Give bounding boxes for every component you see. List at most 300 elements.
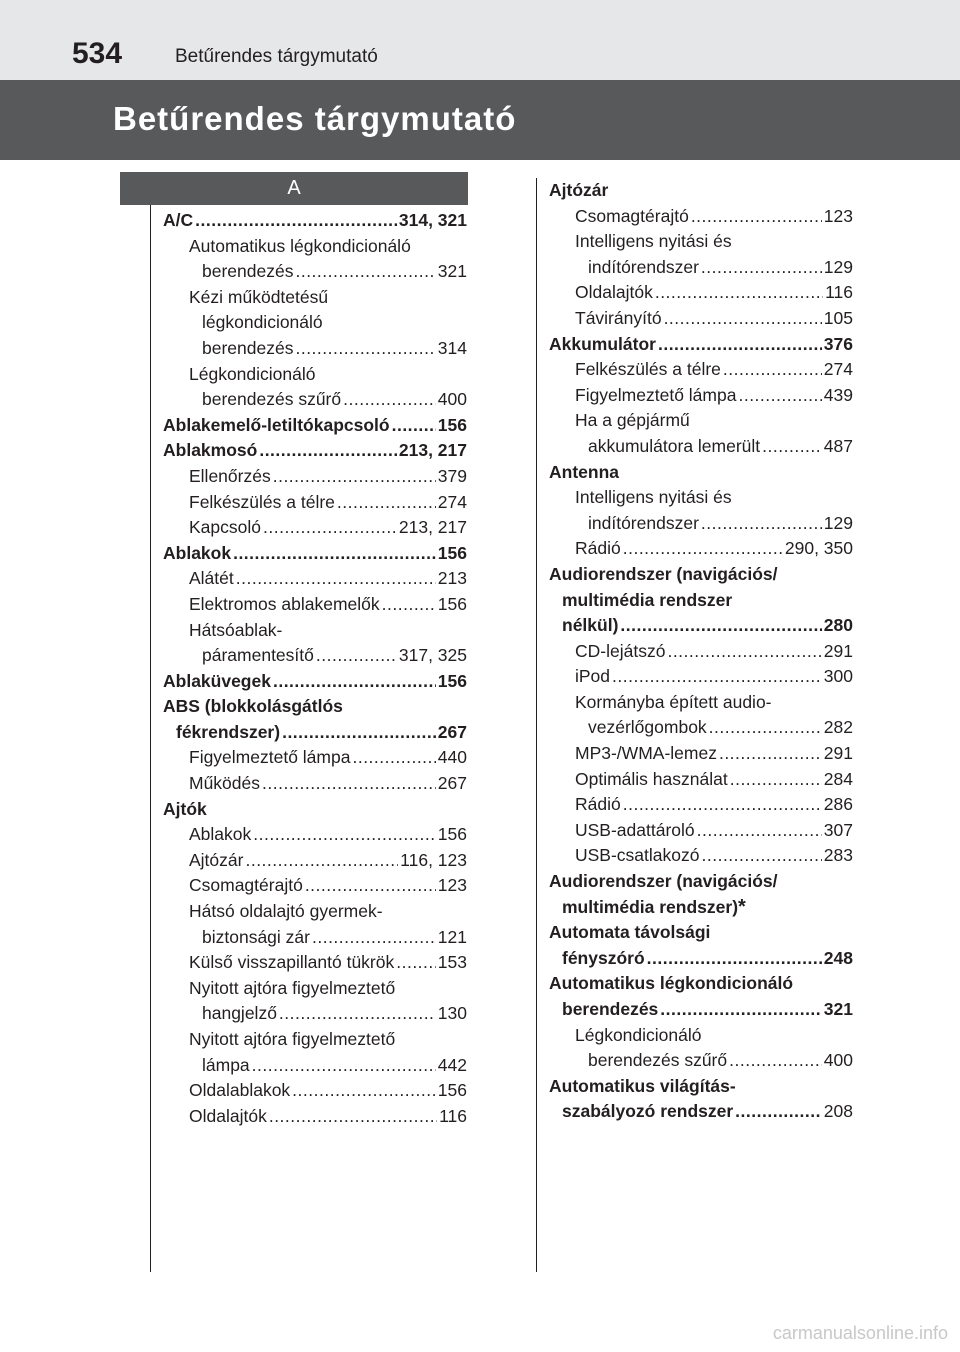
index-term: Légkondicionáló — [189, 363, 316, 384]
dot-leader — [252, 1053, 436, 1079]
index-term: Oldalajtók — [189, 1105, 267, 1126]
index-entry — [163, 490, 467, 516]
page-reference: 156 — [437, 670, 467, 691]
dot-leader — [396, 950, 436, 976]
index-term: Ablaküvegek — [163, 670, 271, 691]
index-term: akkumulátora lemerült — [588, 435, 761, 456]
page-reference: 400 — [823, 1050, 853, 1071]
dot-leader — [282, 720, 436, 746]
index-term: Csomagtérajtó — [575, 205, 689, 226]
dot-leader — [719, 741, 822, 767]
index-term: Intelligens nyitási és — [575, 231, 732, 252]
page-reference: 307 — [823, 819, 853, 840]
index-entry — [549, 485, 853, 536]
index-entry — [163, 208, 467, 234]
index-term: iPod — [575, 666, 611, 687]
dot-leader — [658, 332, 822, 358]
index-entry-line — [549, 178, 853, 204]
index-term: berendezés — [562, 999, 659, 1019]
index-entry-line — [575, 690, 853, 716]
index-term: Akkumulátor — [549, 333, 656, 354]
dot-leader — [343, 387, 436, 413]
index-term: Optimális használat — [575, 768, 728, 789]
index-entry — [549, 869, 853, 920]
column-divider-right — [536, 178, 537, 1272]
index-entry — [549, 357, 853, 383]
dot-leader — [738, 383, 821, 409]
index-term: CD-lejátszó — [575, 640, 666, 661]
index-entry-line — [163, 541, 467, 567]
page-reference: 284 — [823, 768, 853, 789]
page-reference: 156 — [437, 414, 467, 435]
index-entry-line — [575, 664, 853, 690]
page-reference: 129 — [823, 256, 853, 277]
index-term: Elektromos ablakemelők — [189, 593, 380, 614]
index-entry-line — [189, 515, 467, 541]
index-entry — [163, 515, 467, 541]
index-term: Nyitott ajtóra figyelmeztető — [189, 977, 396, 998]
dot-leader — [647, 946, 822, 972]
dot-leader — [262, 771, 436, 797]
page-reference: 440 — [437, 747, 467, 768]
index-entry-line — [575, 715, 853, 741]
dot-leader — [263, 515, 397, 541]
index-entry — [163, 438, 467, 464]
dot-leader — [655, 280, 823, 306]
page-reference: 291 — [823, 743, 853, 764]
index-term: légkondicionáló — [202, 312, 323, 333]
page-reference: 153 — [437, 952, 467, 973]
index-entry — [163, 694, 467, 745]
index-entry-line — [575, 383, 853, 409]
index-term: indítórendszer — [588, 512, 699, 533]
index-entry — [549, 306, 853, 332]
top-header-bar — [0, 0, 960, 80]
dot-leader — [735, 1099, 822, 1125]
index-entry — [549, 741, 853, 767]
index-entry — [163, 873, 467, 899]
index-term: Oldalajtók — [575, 282, 653, 303]
index-entry-line — [189, 1027, 467, 1053]
dot-leader — [195, 208, 397, 234]
page-reference: 116 — [439, 1105, 467, 1126]
index-term: Külső visszapillantó tükrök — [189, 952, 395, 973]
dot-leader — [305, 873, 436, 899]
index-entry — [163, 976, 467, 1027]
page-reference: 400 — [437, 389, 467, 410]
page-reference: 156 — [437, 1080, 467, 1101]
index-entry-line — [575, 408, 853, 434]
index-entry-line — [549, 920, 853, 946]
page-reference: 116, 123 — [400, 849, 467, 870]
index-term: Csomagtérajtó — [189, 875, 303, 896]
index-entry-line — [189, 566, 467, 592]
index-column-right — [549, 178, 853, 1125]
index-entry-line — [189, 925, 467, 951]
index-entry-line — [189, 285, 467, 311]
index-entry-line — [549, 869, 853, 895]
index-entry-line — [189, 1053, 467, 1079]
index-entry — [549, 971, 853, 1022]
page-reference: 248 — [823, 947, 853, 968]
page-reference: 123 — [437, 875, 467, 896]
index-term: hangjelző — [202, 1003, 277, 1024]
dot-leader — [312, 925, 436, 951]
index-entry-line — [189, 336, 467, 362]
dot-leader — [702, 843, 822, 869]
index-entry — [549, 178, 853, 204]
page-number: 534 — [72, 37, 123, 70]
index-entry-line — [163, 413, 467, 439]
page-reference: 290, 350 — [784, 538, 853, 559]
dot-leader — [623, 536, 783, 562]
page-reference: 280 — [823, 615, 853, 636]
index-entry — [549, 408, 853, 459]
index-term: Ellenőrzés — [189, 465, 271, 486]
index-entry-line — [189, 1078, 467, 1104]
index-entry-line — [163, 720, 467, 746]
page-reference: 321 — [823, 999, 853, 1019]
index-entry — [163, 285, 467, 362]
page-reference: 317, 325 — [398, 645, 467, 666]
index-term: Ablakmosó — [163, 440, 258, 461]
index-entry-line — [575, 434, 853, 460]
index-entry-line — [189, 310, 467, 336]
index-entry-line — [575, 1023, 853, 1049]
index-entry-line — [189, 745, 467, 771]
index-entry — [163, 464, 467, 490]
index-entry — [549, 229, 853, 280]
page-reference: 300 — [823, 666, 853, 687]
index-entry-line — [549, 332, 853, 358]
index-entry — [163, 745, 467, 771]
index-entry-line — [549, 946, 853, 972]
index-term: Alátét — [189, 568, 234, 589]
index-term: Távirányító — [575, 307, 662, 328]
index-term: Kapcsoló — [189, 517, 261, 538]
index-entry — [549, 536, 853, 562]
index-entry-line — [163, 694, 467, 720]
page-reference: 208 — [823, 1101, 853, 1122]
index-entry — [163, 1027, 467, 1078]
dot-leader — [623, 792, 822, 818]
page-reference: 156 — [437, 824, 467, 845]
page-reference: 442 — [437, 1054, 467, 1075]
page-reference: 274 — [823, 359, 853, 380]
index-entry-line — [549, 971, 853, 997]
index-entry-line — [189, 618, 467, 644]
dot-leader — [273, 669, 436, 695]
index-entry — [549, 920, 853, 971]
dot-leader — [269, 1104, 437, 1130]
dot-leader — [259, 438, 397, 464]
index-entry-line — [189, 490, 467, 516]
index-term: Audiorendszer (navigációs/ — [549, 563, 778, 584]
index-term: Rádió — [575, 794, 621, 815]
page-reference: 321 — [437, 261, 467, 282]
page-reference: 156 — [437, 593, 467, 614]
index-term: lámpa — [202, 1054, 250, 1075]
page-reference: 314 — [437, 337, 467, 358]
index-entry-line — [575, 306, 853, 332]
index-term: ABS (blokkolásgátlós — [163, 696, 343, 717]
index-entry — [549, 818, 853, 844]
page-title: Betűrendes tárgymutató — [113, 100, 517, 137]
dot-leader — [691, 204, 822, 230]
dot-leader — [316, 643, 397, 669]
index-entry-line — [189, 899, 467, 925]
index-entry-line — [575, 357, 853, 383]
dot-leader — [295, 259, 435, 285]
index-entry — [163, 362, 467, 413]
dot-leader — [730, 767, 822, 793]
page-reference: 105 — [823, 307, 853, 328]
index-entry — [549, 562, 853, 639]
column-divider-left — [150, 205, 151, 1272]
index-term: Hátsó oldalajtó gyermek- — [189, 901, 383, 922]
index-term: Ablakok — [163, 542, 232, 563]
page-reference: 116 — [825, 282, 853, 303]
index-term: multimédia rendszer — [562, 589, 733, 610]
dot-leader — [620, 613, 821, 639]
index-entry-line — [189, 976, 467, 1002]
index-term: Antenna — [549, 461, 619, 482]
page-reference: 282 — [823, 717, 853, 738]
index-entry — [163, 669, 467, 695]
index-entry-line — [575, 843, 853, 869]
index-term: Figyelmeztető lámpa — [575, 384, 737, 405]
index-entry — [549, 690, 853, 741]
index-entry-line — [549, 460, 853, 486]
index-term: Ajtózár — [549, 180, 609, 200]
dot-leader — [292, 1078, 436, 1104]
dot-leader — [295, 336, 435, 362]
index-entry — [549, 1023, 853, 1074]
page-reference: 379 — [437, 465, 467, 486]
dot-leader — [660, 997, 822, 1023]
index-entry — [549, 843, 853, 869]
index-entry-line — [163, 669, 467, 695]
page-reference: 121 — [437, 926, 467, 947]
index-term: Légkondicionáló — [575, 1024, 702, 1045]
index-term: indítórendszer — [588, 256, 699, 277]
index-entry-line — [575, 767, 853, 793]
dot-leader — [236, 566, 436, 592]
index-entry-line — [189, 464, 467, 490]
index-entry — [163, 541, 467, 567]
index-entry-line — [549, 997, 853, 1023]
index-entry-line — [189, 771, 467, 797]
index-entry-line — [575, 229, 853, 255]
index-term: Felkészülés a télre — [575, 359, 721, 380]
page-reference: 487 — [823, 435, 853, 456]
index-entry-line — [189, 592, 467, 618]
footnote-asterisk: * — [738, 895, 746, 918]
index-term: Ha a gépjármű — [575, 410, 690, 431]
index-entry-line — [575, 1048, 853, 1074]
index-term: Ajtók — [163, 798, 207, 819]
index-term: Kormányba épített audio- — [575, 691, 772, 712]
index-entry-line — [549, 588, 853, 614]
dot-leader — [253, 822, 436, 848]
index-term: Automatikus légkondicionáló — [549, 973, 794, 994]
index-term: berendezés — [202, 337, 294, 358]
page-reference: 123 — [823, 205, 853, 226]
dot-leader — [762, 434, 822, 460]
index-term: USB-csatlakozó — [575, 845, 700, 866]
dot-leader — [697, 818, 822, 844]
running-header-title: Betűrendes tárgymutató — [175, 46, 378, 67]
page-reference: 376 — [823, 333, 853, 354]
dot-leader — [245, 848, 398, 874]
index-term: Intelligens nyitási és — [575, 487, 732, 508]
page-reference: 213, 217 — [398, 517, 467, 538]
index-term: Ablakemelő-letiltókapcsoló — [163, 414, 390, 435]
dot-leader — [337, 490, 436, 516]
index-entry-line — [549, 613, 853, 639]
index-term: berendezés szűrő — [588, 1050, 728, 1071]
page-reference: 213, 217 — [398, 440, 467, 461]
dot-leader — [273, 464, 436, 490]
index-entry — [163, 1078, 467, 1104]
index-term: fékrendszer) — [176, 721, 281, 742]
index-entry-line — [189, 643, 467, 669]
index-entry — [549, 1074, 853, 1125]
index-entry — [163, 899, 467, 950]
index-entry-line — [549, 562, 853, 588]
index-entry — [163, 592, 467, 618]
page-reference: 130 — [437, 1003, 467, 1024]
index-entry — [163, 822, 467, 848]
index-entry-line — [575, 255, 853, 281]
dot-leader — [664, 306, 822, 332]
index-entry-line — [189, 873, 467, 899]
dot-leader — [729, 1048, 822, 1074]
index-term: Hátsóablak- — [189, 619, 283, 640]
index-entry-line — [549, 1074, 853, 1100]
index-term: berendezés — [202, 261, 294, 282]
index-term: Audiorendszer (navigációs/ — [549, 871, 778, 892]
page-reference: 283 — [823, 845, 853, 866]
index-term: Automatikus légkondicionáló — [189, 235, 411, 256]
index-entry — [163, 413, 467, 439]
index-entry-line — [575, 204, 853, 230]
index-term: USB-adattároló — [575, 819, 695, 840]
index-term: Figyelmeztető lámpa — [189, 747, 351, 768]
page-reference: 291 — [823, 640, 853, 661]
index-term: berendezés szűrő — [202, 389, 342, 410]
index-entry — [549, 792, 853, 818]
dot-leader — [279, 1001, 436, 1027]
index-term: fényszóró — [562, 947, 645, 968]
index-entry-line — [189, 387, 467, 413]
index-term: multimédia rendszer) — [562, 896, 739, 917]
index-term: Ablakok — [189, 824, 252, 845]
index-term: Oldalablakok — [189, 1080, 291, 1101]
index-term: vezérlőgombok — [588, 717, 707, 738]
index-entry-line — [575, 280, 853, 306]
index-entry-line — [163, 797, 467, 823]
dot-leader — [701, 255, 822, 281]
index-term: Nyitott ajtóra figyelmeztető — [189, 1029, 396, 1049]
index-entry-line — [189, 848, 467, 874]
index-term: Kézi működtetésű — [189, 286, 329, 307]
index-entry-line — [189, 950, 467, 976]
index-term: szabályozó rendszer — [562, 1101, 734, 1122]
dot-leader — [709, 715, 822, 741]
page-reference: 156 — [437, 542, 467, 563]
dot-leader — [233, 541, 436, 567]
dot-leader — [723, 357, 822, 383]
dot-leader — [382, 592, 436, 618]
index-entry-line — [189, 1104, 467, 1130]
index-entry — [163, 848, 467, 874]
index-entry — [549, 767, 853, 793]
index-term: Ajtózár — [189, 849, 244, 870]
index-entry-line — [549, 895, 853, 921]
page-reference: 439 — [823, 384, 853, 405]
index-entry — [549, 204, 853, 230]
dot-leader — [667, 639, 821, 665]
index-entry — [163, 566, 467, 592]
page-reference: 267 — [437, 721, 467, 742]
page-reference: 314, 321 — [398, 210, 467, 230]
page-reference: 129 — [823, 512, 853, 533]
page-reference: 274 — [437, 491, 467, 512]
index-entry-line — [575, 536, 853, 562]
index-column-left — [163, 208, 467, 1129]
index-term: páramentesítő — [202, 645, 314, 666]
index-term: A/C — [163, 210, 194, 230]
index-entry — [549, 639, 853, 665]
index-entry-line — [575, 639, 853, 665]
index-entry-line — [575, 741, 853, 767]
index-entry — [549, 332, 853, 358]
index-entry-line — [575, 485, 853, 511]
index-entry — [163, 234, 467, 285]
index-entry-line — [575, 818, 853, 844]
dot-leader — [701, 511, 822, 537]
index-entry-line — [163, 438, 467, 464]
index-entry-line — [189, 822, 467, 848]
index-entry — [163, 771, 467, 797]
index-term: Működés — [189, 773, 261, 794]
index-term: Rádió — [575, 538, 621, 559]
section-letter-tab: A — [120, 172, 468, 205]
index-entry-line — [575, 511, 853, 537]
dot-leader — [352, 745, 435, 771]
index-term: Felkészülés a télre — [189, 491, 335, 512]
index-term: Automatikus világítás- — [549, 1075, 736, 1096]
index-entry — [549, 383, 853, 409]
page-reference: 213 — [437, 568, 467, 589]
index-entry-line — [189, 234, 467, 260]
index-entry — [163, 1104, 467, 1130]
index-entry-line — [575, 792, 853, 818]
index-entry-line — [189, 1001, 467, 1027]
index-term: nélkül) — [562, 615, 619, 636]
index-entry — [549, 460, 853, 486]
index-term: MP3-/WMA-lemez — [575, 743, 717, 764]
page-reference: 286 — [823, 794, 853, 815]
index-entry — [163, 618, 467, 669]
index-entry — [549, 664, 853, 690]
index-term: biztonsági zár — [202, 926, 310, 947]
dot-leader — [392, 413, 436, 439]
index-entry — [163, 950, 467, 976]
index-entry-line — [163, 208, 467, 234]
index-entry — [163, 797, 467, 823]
